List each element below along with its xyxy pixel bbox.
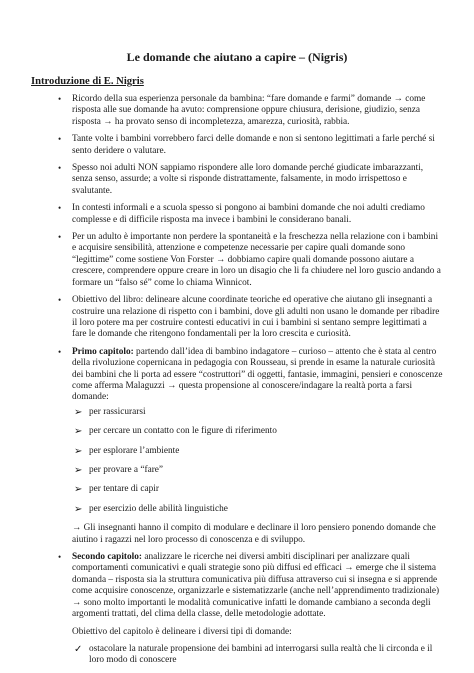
list-item (31, 134, 443, 157)
check-item-text: ostacolare la naturale propensione dei bambini ad interrogarsi sulla realtà che li circonda e il loro modo di conoscere (89, 643, 433, 666)
bullet-icon: • (58, 295, 62, 306)
arrow-bullet-icon: ➢ (74, 503, 83, 515)
sub-item-text: per esercizio delle abilità linguistiche (89, 503, 228, 514)
sub-item-text: per tentare di capir (89, 484, 159, 495)
sub-item-text: per esplorare l’ambiente (89, 445, 180, 456)
section-heading: Introduzione di E. Nigris (31, 76, 144, 87)
bullet-icon: • (58, 203, 62, 214)
secondo-check-list (72, 644, 443, 667)
sub-item-text: per provare a “fare” (89, 464, 164, 475)
sub-list-item (72, 407, 443, 418)
bullet-icon: • (58, 552, 62, 562)
document-page (31, 50, 443, 673)
sub-list-item (72, 446, 443, 457)
list-item-primo-capitolo (31, 347, 443, 546)
arrow-bullet-icon: ➢ (74, 445, 83, 457)
list-item-secondo-capitolo (31, 552, 443, 667)
bullet-icon: • (58, 134, 62, 145)
arrow-bullet-icon: ➢ (74, 484, 83, 496)
secondo-text: analizzare le ricerche nei diversi ambiti disciplinari per analizzare quali comportamenti comunicativi e quali strategie sono più diffusi ed efficaci → emerge che il sistema domanda – risposta sia la struttura comunicativa più diffusa attraverso cui si insegna e si apprende come acquisire conoscenze, organizzarle e sistematizzarle (anche nell’apprendimento tradizionale) → sono molto importanti le modalità comunicative infatti le domande cambiano a seconda degli argomenti trattati, del clima della classe, delle metodologie adottate. (72, 552, 440, 620)
page-title: Le domande che aiutano a capire – (Nigris) (126, 50, 348, 64)
sub-list-item (72, 504, 443, 515)
sub-item-text: per rassicurarsi (89, 406, 146, 417)
sub-item-text: per cercare un contatto con le figure di riferimento (89, 426, 277, 437)
bullet-icon: • (58, 163, 62, 174)
secondo-label: Secondo capitolo: (72, 552, 142, 562)
bullet-icon: • (58, 346, 62, 357)
sub-list-item (72, 426, 443, 437)
sub-list-item (72, 484, 443, 495)
bullet-text: Tante volte i bambini vorrebbero farci delle domande e non si sentono legittimati a farle perché si sento deridere o valutare. (72, 134, 435, 156)
check-list-item (72, 644, 443, 667)
primo-label: Primo capitolo: (72, 346, 134, 357)
bullet-text: Ricordo della sua esperienza personale da bambina: “fare domande e farmi” domande → come risposta alle sue domande ha avuto: comprensione oppure chiusura, derisione, giudizio, senza risposta → ha provato senso di incompletezza, amarezza, curiosità, rabbia. (72, 94, 426, 127)
arrow-bullet-icon: ➢ (74, 426, 83, 438)
bullet-list (31, 94, 443, 667)
sub-list-item (72, 465, 443, 476)
bullet-text: In contesti informali e a scuola spesso si pongono ai bambini domande che noi adulti crediamo complesse e di difficile risposta ma invece i bambini le considerano banali. (72, 203, 425, 225)
list-item (31, 203, 443, 226)
check-icon: ✓ (74, 643, 83, 655)
primo-text: partendo dall’idea di bambino indagatore – curioso – attento che è stata al centro della rivoluzione copernicana in pedagogia con Rousseau, si prende in esame la naturale curiosità dei bambini che li porta ad essere “costruttori” di oggetti, fantasie, immagini, pensieri e conoscenze come afferma Malaguzzi → questa propensione al conoscere/indagare la realtà porta a farsi domande: (72, 346, 443, 403)
primo-tail-text: → Gli insegnanti hanno il compito di modulare e declinare il loro pensiero ponendo domande che aiutino i ragazzi nel loro processo di conoscenza e di sviluppo. (72, 523, 436, 545)
list-item (31, 295, 443, 341)
list-item (31, 232, 443, 289)
bullet-text: Spesso noi adulti NON sappiamo rispondere alle loro domande perché giudicate imbarazzanti, senza senso, assurde; a volte si risponde distrattamente, falsamente, in modo irrispettoso e svalutante. (72, 163, 424, 196)
arrow-bullet-icon: ➢ (74, 406, 83, 418)
primo-sub-list (72, 407, 443, 515)
bullet-icon: • (58, 94, 62, 104)
list-item (31, 94, 443, 128)
secondo-goal-text: Obiettivo del capitolo è delineare i diversi tipi di domande: (72, 627, 292, 638)
list-item (31, 163, 443, 197)
bullet-text: Obiettivo del libro: delineare alcune coordinate teoriche ed operative che aiutano gli insegnanti a costruire una relazione di rispetto con i bambini, dove gli adulti non usano le domande per ribadire il loro potere ma per costruire contesti educativi in cui i bambini si sentano sempre legittimati a fare le domande che ritengono fondamentali per la loro crescita e curiosità. (72, 295, 440, 340)
bullet-icon: • (58, 232, 62, 243)
arrow-bullet-icon: ➢ (74, 464, 83, 476)
bullet-text: Per un adulto è importante non perdere la spontaneità e la freschezza nella relazione con i bambini e acquisire sensibilità, attenzione e competenze necessarie per capire quali domande sono “legittime” come sostiene Von Forster → dobbiamo capire quali domande possono aiutare a crescere, comprendere oppure creare in loro un disagio che li fa chiudere nel loro guscio andando a formare un “falso sé” come lo chiama Winnicot. (72, 232, 441, 288)
